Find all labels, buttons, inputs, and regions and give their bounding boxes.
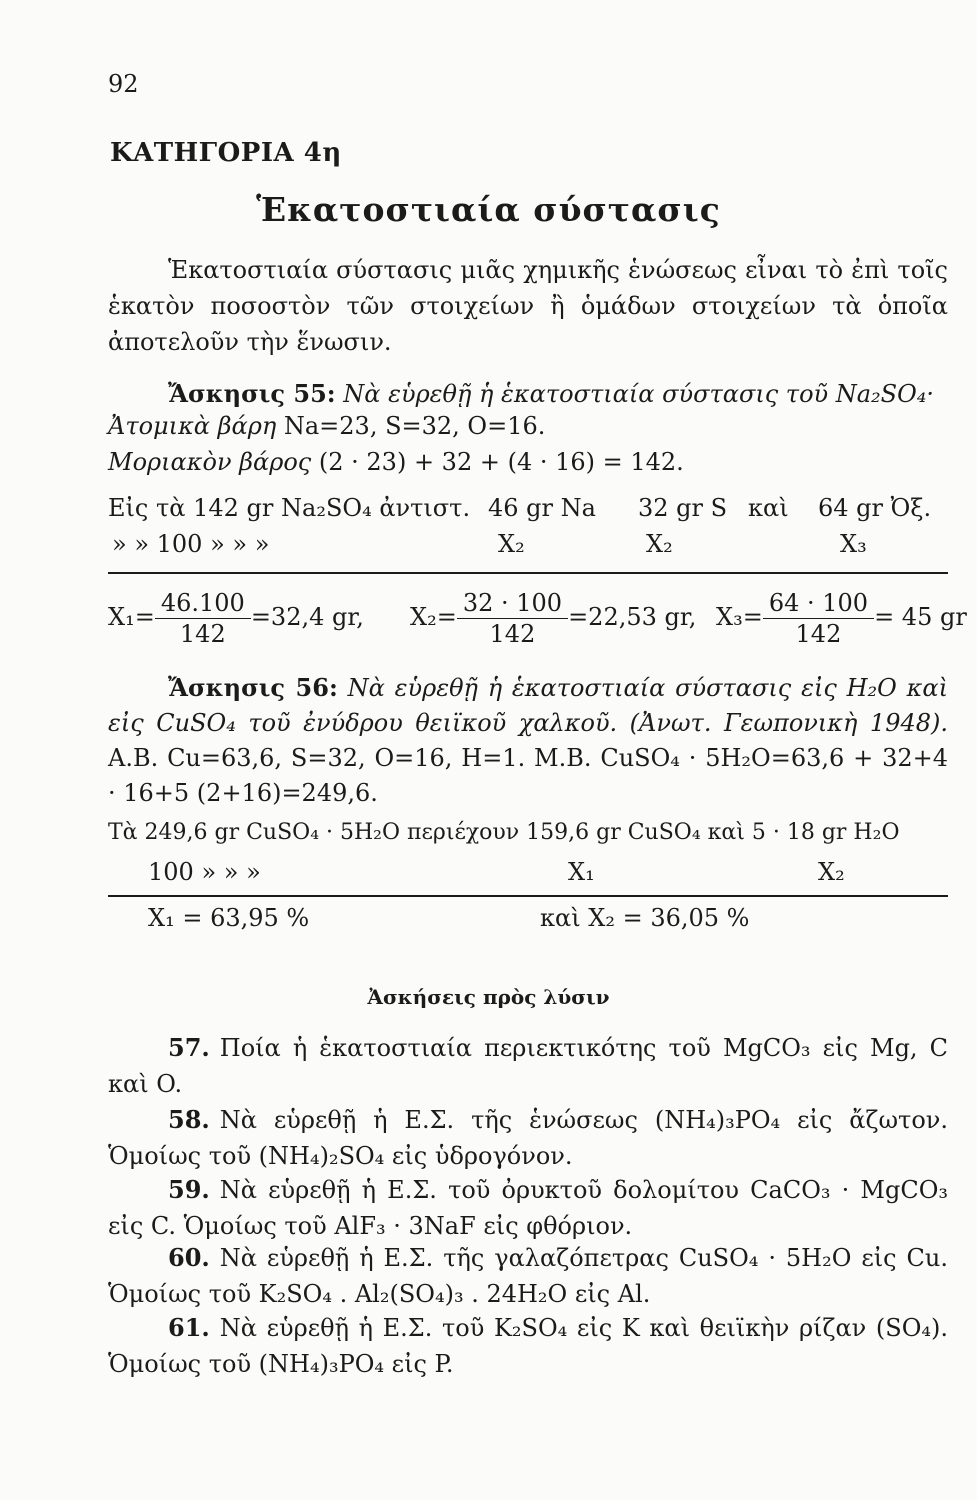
- exercise-60: [108, 1240, 948, 1312]
- exercise-56-row2-prefix: 100 » » »: [148, 858, 261, 886]
- row1-s: 32 gr S: [638, 494, 728, 522]
- x1-result: =32,4 gr,: [250, 603, 364, 631]
- exercise-55-result-x2: [410, 588, 696, 649]
- exercise-56-row2-x1: X₁: [568, 858, 595, 886]
- row2-prefix: » » 100 » » »: [112, 530, 270, 558]
- exercise-text: Ποία ἡ ἑκατοστιαία περιεκτικότης τοῦ MgCO₃ εἰς Mg, C καὶ O.: [108, 1034, 948, 1098]
- exercise-56-result-2: καὶ X₂ = 36,05 %: [540, 904, 750, 932]
- molar-weight-values: (2 · 23) + 32 + (4 · 16) = 142.: [318, 448, 684, 476]
- exercise-number: 60.: [168, 1243, 210, 1272]
- exercise-number: 59.: [168, 1175, 210, 1204]
- exercise-59: [108, 1172, 948, 1244]
- exercise-55-molar-weight: [108, 448, 684, 476]
- page-number: 92: [108, 70, 139, 98]
- exercise-55-atomic-weights: [108, 412, 545, 440]
- x2-result: =22,53 gr,: [568, 603, 697, 631]
- atomic-weights-label: Ἀτομικὰ βάρη: [108, 412, 277, 440]
- x3-numerator: 64 · 100: [763, 588, 874, 619]
- exercise-number: 57.: [168, 1033, 210, 1062]
- row2-x2: X₂: [646, 530, 673, 558]
- row1-and: καὶ: [748, 494, 789, 522]
- exercise-55-statement: [108, 376, 948, 412]
- x2-fraction: [457, 588, 568, 649]
- row1-text: Εἰς τὰ 142 gr Na₂SO₄ ἀντιστ.: [108, 494, 471, 522]
- exercise-56-result-1: X₁ = 63,95 %: [148, 904, 310, 932]
- row2-x3: X₃: [840, 530, 867, 558]
- atomic-weights-values: Na=23, S=32, O=16.: [283, 412, 546, 440]
- x2-denominator: 142: [489, 620, 536, 648]
- row1-o: 64 gr Ὀξ.: [818, 494, 932, 522]
- x1-fraction: [155, 588, 251, 649]
- exercise-55-label: Ἄσκησις 55:: [168, 379, 336, 408]
- x3-denominator: 142: [795, 620, 842, 648]
- row1-na: 46 gr Na: [488, 494, 596, 522]
- exercise-56-row2-x2: X₂: [818, 858, 845, 886]
- exercise-text: Νὰ εὑρεθῇ ἡ Ε.Σ. τῆς γαλαζόπετρας CuSO₄ · 5H₂O εἰς Cu. Ὁμοίως τοῦ K₂SO₄ . Al₂(SO₄)₃ . 24H₂O εἰς Al.: [108, 1244, 948, 1308]
- category-heading: ΚΑΤΗΓΟΡΙΑ 4η: [110, 138, 342, 168]
- x2-lhs: X₂=: [410, 603, 457, 631]
- exercise-58: [108, 1102, 948, 1174]
- exercise-56-proportion-row-1: Τὰ 249,6 gr CuSO₄ · 5H₂O περιέχουν 159,6 gr CuSO₄ καὶ 5 · 18 gr H₂O: [108, 820, 900, 845]
- x1-numerator: 46.100: [155, 588, 251, 619]
- exercise-61: [108, 1310, 948, 1382]
- exercise-number: 61.: [168, 1313, 210, 1342]
- x3-fraction: [763, 588, 874, 649]
- exercise-55-text: Νὰ εὑρεθῇ ἡ ἑκατοστιαία σύστασις τοῦ Na₂SO₄·: [343, 380, 935, 408]
- exercise-55-result-x1: [108, 588, 364, 649]
- exercise-number: 58.: [168, 1105, 210, 1134]
- exercise-56-data: A.B. Cu=63,6, S=32, O=16, H=1. M.B. CuSO₄ · 5H₂O=63,6 + 32+4 · 16+5 (2+16)=249,6.: [108, 744, 948, 807]
- row2-x1: X₂: [498, 530, 525, 558]
- x3-lhs: X₃=: [716, 603, 763, 631]
- section-title: Ἑκατοστιαία σύστασις: [256, 190, 721, 229]
- exercise-text: Νὰ εὑρεθῇ ἡ Ε.Σ. τοῦ K₂SO₄ εἰς K καὶ θειϊκὴν ρίζαν (SO₄). Ὁμοίως τοῦ (NH₄)₃PO₄ εἰς P.: [108, 1314, 948, 1378]
- exercise-55-result-x3: [716, 588, 967, 649]
- divider-line: [108, 572, 948, 574]
- intro-paragraph: Ἑκατοστιαία σύστασις μιᾶς χημικῆς ἑνώσεως εἶναι τὸ ἐπὶ τοῖς ἑκατὸν ποσοστὸν τῶν στοιχείων ἢ ὁμάδων στοιχείων τὰ ὁποῖα ἀποτελοῦν τὴν ἕνωσιν.: [108, 256, 948, 356]
- divider-line-2: [108, 895, 948, 897]
- x3-result: = 45 gr: [874, 603, 967, 631]
- exercise-55-proportion-row-1: [108, 494, 470, 522]
- exercises-heading: Ἀσκήσεις πρὸς λύσιν: [367, 985, 610, 1009]
- exercise-56-statement: [108, 670, 948, 811]
- x1-denominator: 142: [179, 620, 226, 648]
- exercise-text: Νὰ εὑρεθῇ ἡ Ε.Σ. τοῦ ὀρυκτοῦ δολομίτου CaCO₃ · MgCO₃ εἰς C. Ὁμοίως τοῦ AlF₃ · 3NaF εἰς φθόριον.: [108, 1176, 948, 1240]
- exercise-57: [108, 1030, 948, 1102]
- exercise-56-label: Ἄσκησις 56:: [168, 673, 338, 702]
- exercise-text: Νὰ εὑρεθῇ ἡ Ε.Σ. τῆς ἑνώσεως (NH₄)₃PO₄ εἰς ἄζωτον. Ὁμοίως τοῦ (NH₄)₂SO₄ εἰς ὑδρογόνον.: [108, 1106, 948, 1170]
- molar-weight-label: Μοριακὸν βάρος: [108, 448, 312, 476]
- exercise-56-text: Νὰ εὑρεθῇ ἡ ἑκατοστιαία σύστασις εἰς H₂O καὶ εἰς CuSO₄ τοῦ ἐνύδρου θειϊκοῦ χαλκοῦ. (Ἀνωτ. Γεωπονικὴ 1948).: [108, 674, 948, 737]
- x2-numerator: 32 · 100: [457, 588, 568, 619]
- x1-lhs: X₁=: [108, 603, 155, 631]
